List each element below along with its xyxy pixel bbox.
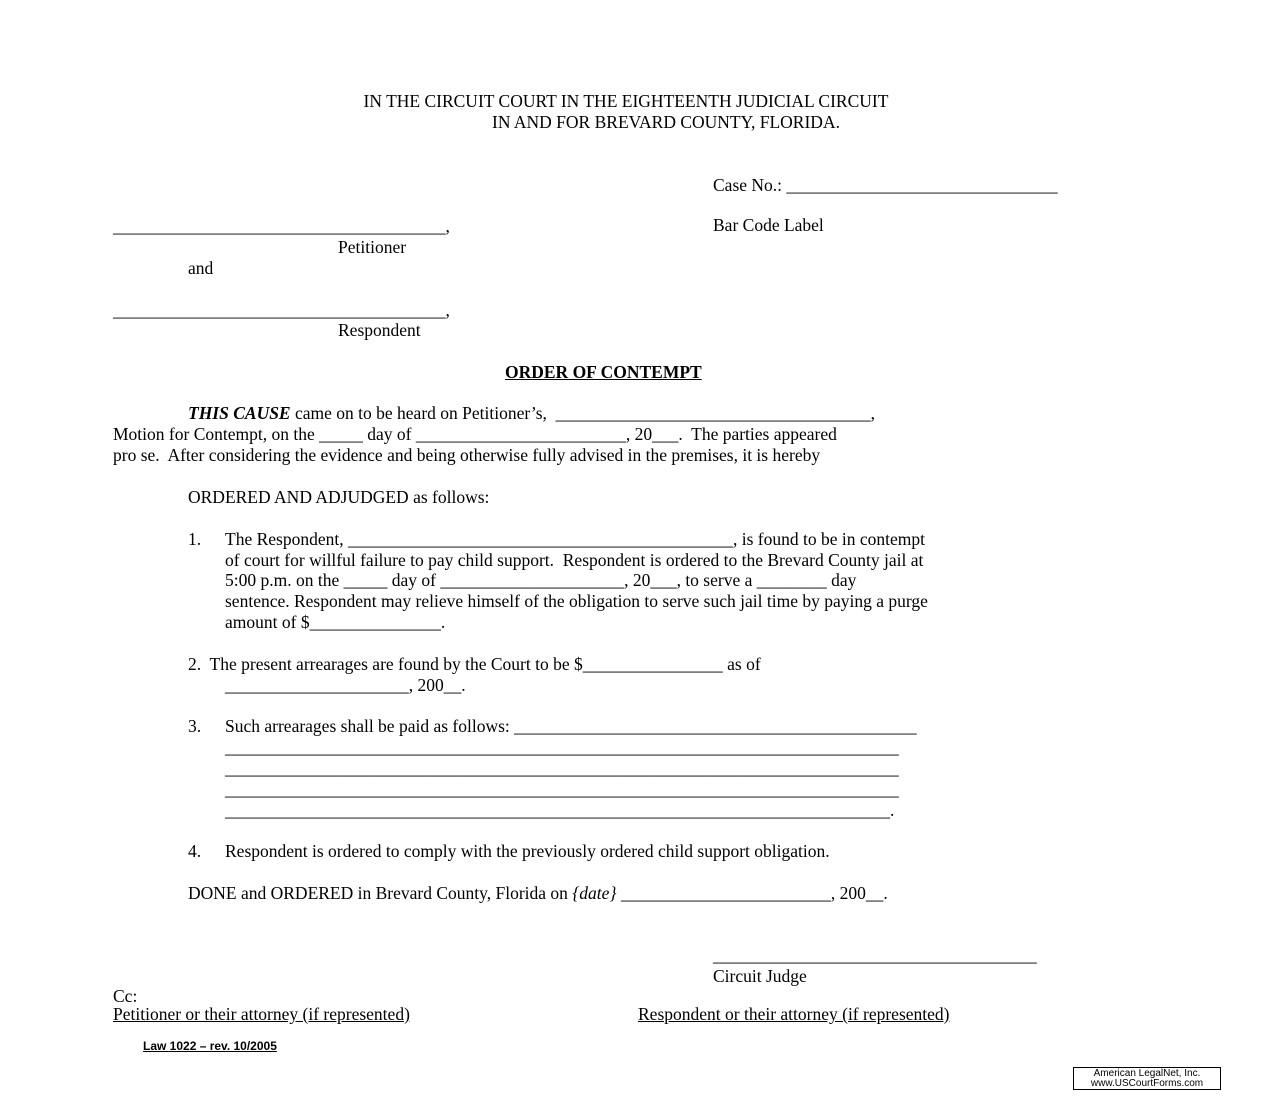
item3-line4[interactable]: _____________________________________________________________________________ xyxy=(225,779,899,799)
circuit-judge-label: Circuit Judge xyxy=(713,966,807,986)
cause-paragraph-line2[interactable]: Motion for Contempt, on the _____ day of ________________________, 20___. The parties appeared xyxy=(113,424,837,444)
item1-line2: of court for willful failure to pay child support. Respondent is ordered to the Brevard County jail at xyxy=(225,550,924,570)
item3-number: 3. xyxy=(188,716,202,736)
item3-line1[interactable]: Such arrearages shall be paid as follows: ______________________________________________ xyxy=(225,716,917,736)
ordered-adjudged-heading: ORDERED AND ADJUDGED as follows: xyxy=(188,487,490,507)
judge-signature-line[interactable]: _____________________________________ xyxy=(713,945,1037,965)
cause-paragraph-rest[interactable]: came on to be heard on Petitioner’s, ____________________________________, xyxy=(290,403,876,423)
item1-line4: sentence. Respondent may relieve himself of the obligation to serve such jail time by paying a purge xyxy=(225,591,928,611)
item1-line3[interactable]: 5:00 p.m. on the _____ day of _____________________, 20___, to serve a ________ day xyxy=(225,570,857,590)
cc-respondent: Respondent or their attorney (if represented) xyxy=(638,1004,950,1024)
item1-line1[interactable]: The Respondent, ____________________________________________, is found to be in contempt xyxy=(225,529,925,549)
bar-code-label: Bar Code Label xyxy=(713,215,824,235)
publisher-url: www.USCourtForms.com xyxy=(1090,1078,1204,1089)
publisher-name: American LegalNet, Inc. xyxy=(1093,1068,1201,1079)
item4-number: 4. xyxy=(188,841,202,861)
court-heading-line1: IN THE CIRCUIT COURT IN THE EIGHTEENTH JUDICIAL CIRCUIT xyxy=(363,91,889,111)
document-title: ORDER OF CONTEMPT xyxy=(505,362,702,382)
cause-paragraph-line3: pro se. After considering the evidence and being otherwise fully advised in the premises, it is hereby xyxy=(113,445,821,465)
item1-line5[interactable]: amount of $_______________. xyxy=(225,612,446,632)
item2-line2[interactable]: _____________________, 200__. xyxy=(225,675,466,695)
and-label: and xyxy=(188,258,214,278)
cc-petitioner: Petitioner or their attorney (if represented) xyxy=(113,1004,410,1024)
court-heading-line2: IN AND FOR BREVARD COUNTY, FLORIDA. xyxy=(492,112,840,132)
form-code: Law 1022 – rev. 10/2005 xyxy=(143,1039,277,1053)
item3-line3[interactable]: _____________________________________________________________________________ xyxy=(225,758,899,778)
item1-number: 1. xyxy=(188,529,202,549)
respondent-name-field[interactable]: ______________________________________, xyxy=(113,300,450,320)
petitioner-label: Petitioner xyxy=(338,237,407,257)
done-and-ordered-line[interactable] xyxy=(188,883,888,903)
this-cause-lead: THIS CAUSE xyxy=(188,403,291,423)
item2-line1[interactable]: 2. The present arrearages are found by the Court to be $________________ as of xyxy=(188,654,761,674)
item3-line2[interactable]: _____________________________________________________________________________ xyxy=(225,737,899,757)
petitioner-name-field[interactable]: ______________________________________, xyxy=(113,216,450,236)
done-date-field[interactable]: ________________________, 200__. xyxy=(616,883,888,903)
case-number-field[interactable]: Case No.: _______________________________ xyxy=(713,175,1058,195)
item4-text: Respondent is ordered to comply with the previously ordered child support obligation. xyxy=(225,841,830,861)
cause-paragraph-line1 xyxy=(188,403,875,423)
item3-line5[interactable]: ____________________________________________________________________________. xyxy=(225,800,895,820)
cc-label: Cc: xyxy=(113,986,138,1006)
done-lead: DONE and ORDERED in Brevard County, Florida on xyxy=(188,883,573,903)
publisher-badge xyxy=(1073,1067,1221,1090)
respondent-label: Respondent xyxy=(338,320,421,340)
date-placeholder: {date} xyxy=(572,883,617,903)
